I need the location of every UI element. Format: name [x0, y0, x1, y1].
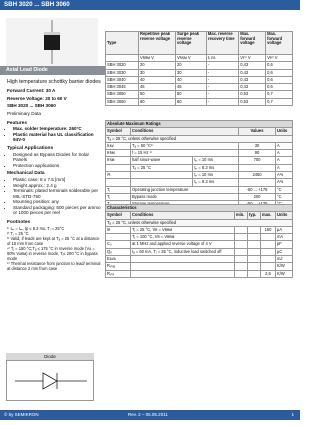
table-row: [106, 84, 293, 91]
table-subheader: tᵣ ns: [206, 55, 238, 62]
table-cell: C₀: [106, 241, 131, 248]
table-cell: 150: [261, 226, 276, 233]
table-cell: 0,6: [266, 62, 293, 69]
table-cell: SBH 3050: [106, 91, 139, 98]
mechanical-heading: Mechanical Data: [7, 171, 45, 177]
table-cell: [131, 256, 235, 263]
axial-diode-icon: [6, 18, 98, 66]
table-cell: 0,43: [239, 76, 266, 83]
table-cell: [131, 263, 235, 270]
table-cell: [131, 179, 193, 186]
table-cell: 40: [175, 76, 206, 83]
table-row: [106, 186, 293, 193]
table-cell: Rₜₕⱼₗ: [106, 270, 131, 277]
table-cell: Tⱼ: [106, 186, 131, 193]
table-header: Values: [239, 128, 276, 135]
table-header: Max. forward voltage: [266, 32, 293, 55]
table-header: min.: [235, 212, 248, 219]
table-subheader: Vғ¹⁾ V: [239, 55, 266, 62]
table-subheader: Vғ²⁾ V: [266, 55, 293, 62]
table-row: [106, 91, 293, 98]
table-cell: 0,53: [239, 91, 266, 98]
table-cell: 0,6: [266, 69, 293, 76]
table-cell: mJ: [276, 256, 293, 263]
table-header: typ.: [248, 212, 261, 219]
table-cell: A: [276, 142, 293, 149]
table-cell: 30: [239, 142, 276, 149]
table-cell: SBH 3030: [106, 69, 139, 76]
table-cell: A²s: [276, 179, 293, 186]
table-header: Surge peak reverse voltage: [175, 32, 206, 55]
part-range: SBH 3020 ... SBH 3060: [7, 103, 56, 109]
footnotes-heading: Footnotes: [7, 220, 31, 226]
footnote: ⁴⁾ Tⱼ = 150 °C;Tₐ ≤ 175 °C in reverse mode (Vᴀ = 60% Vᴀʀᴍ) in reverse mode, Tⱼ≤ 200 °C in bypass mode: [7, 245, 98, 261]
table-cell: Operating junction temperature: [131, 186, 239, 193]
table-cell: [248, 256, 261, 263]
table-row: [106, 248, 293, 255]
table-cell: [106, 164, 131, 171]
table-cell: 2,5: [261, 270, 276, 277]
table-cell: [261, 263, 276, 270]
table-row: [106, 234, 293, 241]
table-cell: [235, 234, 248, 241]
table-cell: 0,6: [266, 76, 293, 83]
table-cell: mA: [276, 234, 293, 241]
table-row: [106, 76, 293, 83]
datasheet-title: SBH 3020 ... SBH 3060: [0, 0, 300, 10]
table-cell: tₚ = 10 ms: [193, 172, 239, 179]
table-cell: A: [276, 150, 293, 157]
table-cell: [248, 234, 261, 241]
table-cell: 0,43: [239, 69, 266, 76]
table-cell: at 1 MHz and applied reverse voltage of 4 V: [131, 241, 235, 248]
table-cell: K/W: [276, 270, 293, 277]
table-row: [106, 142, 293, 149]
list-item: • Designed as Bypass Diodes for Solar Panels: [13, 152, 102, 163]
table-cell: [106, 234, 131, 241]
table-cell: 60: [139, 98, 176, 105]
table-cell: [261, 256, 276, 263]
table-header: Units: [276, 212, 293, 219]
copyright: © by SEMIKRON: [4, 412, 39, 417]
table-cell: 20: [175, 62, 206, 69]
table-subheader: Vʀʀᴍ V: [139, 55, 176, 62]
table-cell: [261, 248, 276, 255]
list-item: • Mounting position: any: [13, 199, 102, 205]
table-cell: [239, 179, 276, 186]
table-cell: f = 15 Hz ¹⁾: [131, 150, 239, 157]
table-header: Symbol: [106, 128, 131, 135]
table-cell: tₚ = 10 ms: [193, 157, 239, 164]
table-row: [106, 226, 293, 233]
abs-max-note: Tₐ = 25 °C, unless otherwise specified: [106, 135, 293, 142]
table-row: [106, 164, 293, 171]
table-cell: Qᵣᵣ: [106, 248, 131, 255]
table-cell: tₚ = 8.3 ms: [193, 179, 239, 186]
diode-symbol-icon: [7, 361, 95, 402]
table-cell: [248, 241, 261, 248]
table-cell: Eᴀᴠᴀ: [106, 256, 131, 263]
footnote: ¹⁾ Iₘ = Iₘ, tp ≤ 8.3 ms, Tⱼ = 25°C: [7, 225, 65, 231]
schematic-label: Diode: [6, 353, 94, 360]
table-cell: [248, 263, 261, 270]
table-cell: [131, 172, 193, 179]
table-row: [106, 179, 293, 186]
table-cell: 200: [239, 193, 276, 200]
table-cell: tₚ = 8.3 ms: [193, 164, 239, 171]
table-cell: Iғᴀᴠ: [106, 142, 131, 149]
list-item: • Plastic case: 8 x 7.5 [mm]: [13, 177, 102, 183]
table-cell: [235, 263, 248, 270]
table-cell: 50: [175, 91, 206, 98]
table-cell: 30: [139, 69, 176, 76]
table-subheader: Vʀsᴍ V: [175, 55, 206, 62]
table-cell: K/W: [276, 263, 293, 270]
table-cell: 0,7: [266, 98, 293, 105]
table-cell: SBH 3040: [106, 76, 139, 83]
table-cell: Tⱼ = 25 °C, Vʀ = Vʀʀᴍ: [131, 226, 235, 233]
table-row: [106, 193, 293, 200]
table-cell: 50: [139, 91, 176, 98]
table-row: [106, 256, 293, 263]
table-header: Max. forward voltage: [239, 32, 266, 55]
table-cell: [235, 256, 248, 263]
table-header: Conditions: [131, 128, 239, 135]
footnote: ⁵⁾ Thermal resistance from junction to lead/ terminal at distance 2 mm from case: [7, 260, 101, 271]
package-label: Axial Lead Diode: [0, 66, 105, 75]
table-header: Type: [106, 32, 139, 55]
table-cell: 700: [239, 157, 276, 164]
table-cell: pF: [276, 241, 293, 248]
abs-max-title: Absolute Maximum Ratings: [106, 121, 293, 128]
table-subheader: [106, 55, 139, 62]
left-column: [7, 79, 102, 271]
page-number: 1: [291, 412, 294, 417]
table-header: max.: [261, 212, 276, 219]
list-item: • Terminals: plated terminals solderable per MIL-STD-750: [13, 188, 102, 199]
forward-current: Forward Current: 30 A: [7, 88, 56, 94]
schematic-box: [6, 360, 94, 401]
reverse-voltage: Reverse Voltage: 20 to 60 V: [7, 95, 67, 101]
table-row: [106, 69, 293, 76]
table-row: [106, 263, 293, 270]
table-row: [106, 62, 293, 69]
preliminary-label: Preliminary Data: [7, 110, 41, 116]
table-row: [106, 98, 293, 105]
table-cell: Iғʀᴍ: [106, 150, 131, 157]
table-cell: 30: [175, 69, 206, 76]
table-cell: -: [206, 84, 238, 91]
table-header: Repetitive peak reverse voltage: [139, 32, 176, 55]
table-cell: [248, 226, 261, 233]
table-cell: [131, 270, 235, 277]
table-cell: i²t: [106, 172, 131, 179]
table-cell: -: [206, 91, 238, 98]
table-cell: Rₜₕⱼₐ: [106, 263, 131, 270]
table-cell: [106, 179, 131, 186]
table-row: [106, 241, 293, 248]
table-cell: Tₐ = 25 °C: [131, 164, 193, 171]
table-row: [106, 270, 293, 277]
table-cell: 0,53: [239, 98, 266, 105]
characteristics-title: Characteristics: [106, 205, 293, 212]
table-cell: -: [206, 69, 238, 76]
table-cell: µC: [276, 248, 293, 255]
table-cell: µA: [276, 226, 293, 233]
table-cell: [235, 270, 248, 277]
list-item: • Weight approx.: 2.4 g: [13, 183, 102, 189]
list-item: Max. solder temperature: 260°C: [13, 126, 82, 132]
table-cell: Bypass mode: [131, 193, 239, 200]
table-cell: 0,7: [266, 91, 293, 98]
table-cell: SBH 3020: [106, 62, 139, 69]
table-cell: [248, 248, 261, 255]
table-cell: 20: [139, 62, 176, 69]
diode-package-image: [6, 18, 98, 66]
table-cell: half sinus-wave: [131, 157, 193, 164]
page-footer: [0, 410, 300, 420]
table-cell: °C: [276, 186, 293, 193]
table-cell: SBH 3045: [106, 84, 139, 91]
characteristics-table: [105, 204, 293, 278]
table-row: [106, 150, 293, 157]
features-list: [7, 126, 102, 143]
table-cell: [261, 234, 276, 241]
table-header: Max. reverse recovery time: [206, 32, 238, 55]
footnote: ²⁾ Tⱼ = 25 °C: [7, 230, 29, 236]
revision: Rev. 2 – 06.05.2011: [128, 412, 168, 417]
table-cell: [235, 241, 248, 248]
table-cell: SBH 3060: [106, 98, 139, 105]
list-item: • Standard packaging: 500 pieces per ammo or 1000 pieces per reel: [13, 205, 102, 216]
table-cell: 90: [239, 150, 276, 157]
table-cell: 45: [139, 84, 176, 91]
table-cell: [261, 241, 276, 248]
table-cell: 45: [175, 84, 206, 91]
table-cell: [239, 164, 276, 171]
table-cell: Iғsᴍ: [106, 157, 131, 164]
applications-list: [7, 152, 102, 169]
table-cell: -: [206, 98, 238, 105]
table-cell: [235, 248, 248, 255]
table-cell: Iₐ = 60 mA, Tⱼ = 25 °C, inductive load switched off: [131, 248, 235, 255]
list-item: Plastic material has UL classification 94V-0: [13, 131, 94, 143]
table-cell: [248, 270, 261, 277]
table-cell: 0,6: [266, 84, 293, 91]
features-heading: Features: [7, 120, 27, 126]
product-intro: High temperature schottky barrier diodes: [7, 79, 101, 85]
type-table: [105, 31, 293, 106]
table-cell: 0,43: [239, 84, 266, 91]
table-cell: °C: [276, 193, 293, 200]
table-header: Conditions: [131, 212, 235, 219]
table-cell: 2450: [239, 172, 276, 179]
table-row: [106, 157, 293, 164]
table-cell: Tⱼ: [106, 193, 131, 200]
table-cell: -: [206, 76, 238, 83]
list-item: • Protection applications: [13, 163, 102, 169]
table-row: [106, 172, 293, 179]
footnote: ³⁾ Valid, if leads are kept at Tₐ = 25 °C at a distance of 10 mm from case: [7, 235, 100, 246]
table-cell: -: [206, 62, 238, 69]
table-cell: 0,43: [239, 62, 266, 69]
table-cell: A: [276, 157, 293, 164]
table-cell: -50 ... +175: [239, 186, 276, 193]
table-cell: [235, 226, 248, 233]
table-header: Units: [276, 128, 293, 135]
mechanical-list: [7, 177, 102, 216]
table-cell: A: [276, 164, 293, 171]
table-header: Symbol: [106, 212, 131, 219]
table-cell: A²s: [276, 172, 293, 179]
table-cell: Iʀ: [106, 226, 131, 233]
characteristics-note: Tₐ = 25 °C, unless otherwise specified: [106, 219, 293, 226]
table-cell: 40: [139, 76, 176, 83]
table-cell: 60: [175, 98, 206, 105]
abs-max-table: [105, 120, 293, 209]
applications-heading: Typical Applications: [7, 145, 54, 151]
table-cell: Tₐ = 50 °C¹⁾: [131, 142, 239, 149]
table-cell: Tⱼ = 100 °C, Vʀ = Vʀʀᴍ: [131, 234, 235, 241]
